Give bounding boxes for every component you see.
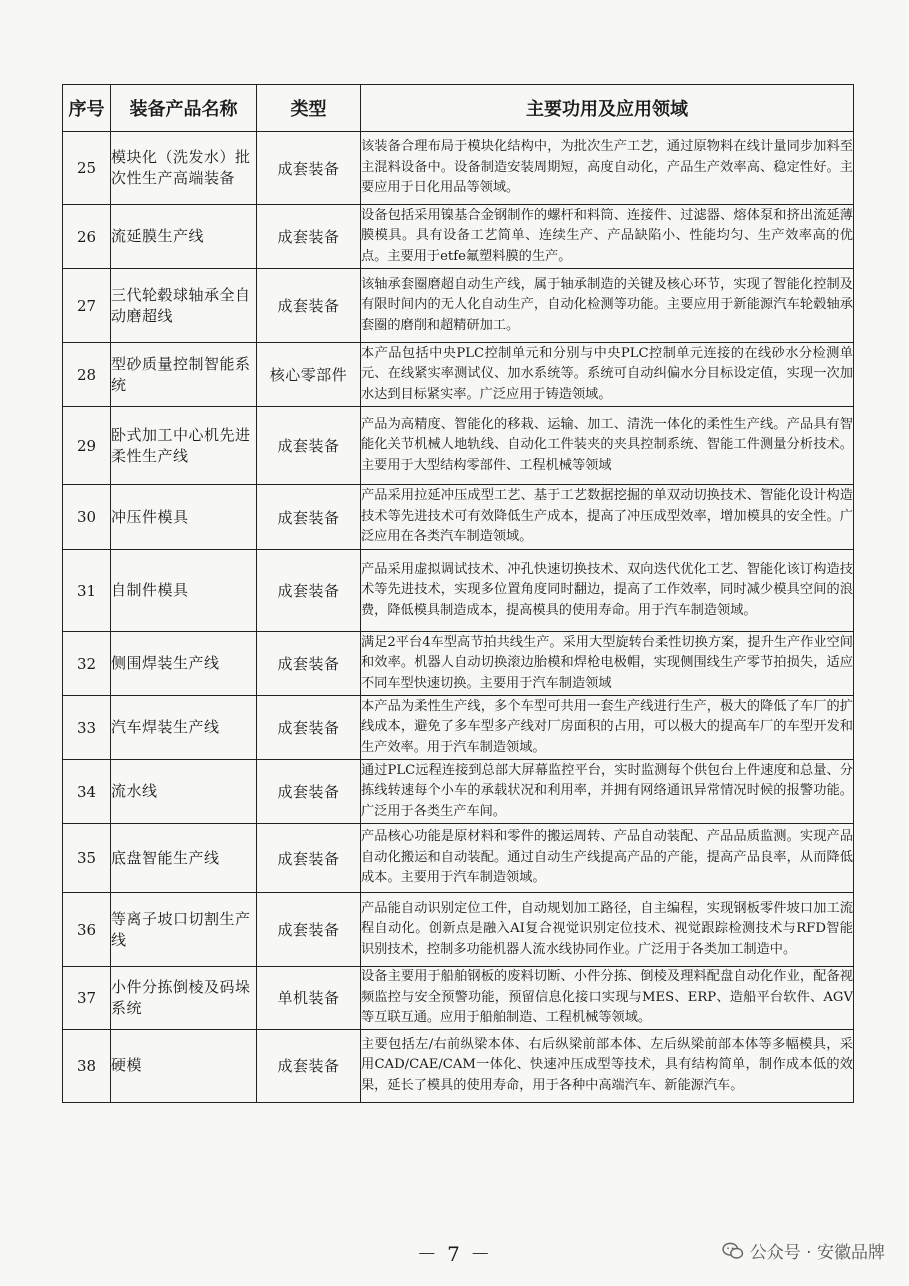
wechat-icon — [722, 1242, 744, 1260]
row-type: 核心零部件 — [257, 343, 361, 407]
row-description: 设备包括采用镍基合金钢制作的螺杆和料筒、连接件、过滤器、熔体泵和挤出流延薄膜模具。具有设备工艺简单、连续生产、产品缺陷小、性能均匀、生产效率高的优点。主要用于etfe氟塑料膜的生产。 — [361, 205, 854, 269]
header-type: 类型 — [257, 85, 361, 132]
table-row — [63, 632, 854, 696]
row-description: 主要包括左/右前纵梁本体、右后纵梁前部本体、左后纵梁前部本体等多幅模具，采用CAD/CAE/CAM一体化、快速冲压成型等技术，具有结构简单，制作成本低的效果，延长了模具的使用寿命，用于各种中高端汽车、新能源汽车。 — [361, 1029, 854, 1102]
row-product-name: 三代轮毂球轴承全自动磨超线 — [111, 269, 257, 343]
header-name: 装备产品名称 — [111, 85, 257, 132]
row-type: 成套装备 — [257, 269, 361, 343]
row-description: 满足2平台4车型高节拍共线生产。采用大型旋转台柔性切换方案，提升生产作业空间和效率。机器人自动切换滚边胎模和焊枪电极帽，实现侧围线生产零节拍损失，适应不同车型快速切换。主要用于汽车制造领域 — [361, 632, 854, 696]
row-description: 产品核心功能是原材料和零件的搬运周转、产品自动装配、产品品质监测。实现产品自动化搬运和自动装配。通过自动生产线提高产品的产能，提高产品良率，从而降低成本。主要用于汽车制造领域。 — [361, 824, 854, 893]
row-product-name: 流延膜生产线 — [111, 205, 257, 269]
row-description: 该装备合理布局于模块化结构中，为批次生产工艺，通过原物料在线计量同步加料至主混料设备中。设备制造安装周期短，高度自动化，产品生产效率高、稳定性好。主要应用于日化用品等领域。 — [361, 132, 854, 205]
table-row — [63, 893, 854, 967]
row-type: 成套装备 — [257, 824, 361, 893]
row-description: 通过PLC远程连接到总部大屏幕监控平台，实时监测每个供包台上件速度和总量、分拣线转速每个小车的承载状况和利用率，并拥有网络通讯异常情况时候的报警功能。广泛用于各类生产车间。 — [361, 760, 854, 824]
row-number: 29 — [63, 407, 111, 485]
row-product-name: 冲压件模具 — [111, 485, 257, 550]
table-row — [63, 760, 854, 824]
row-description: 产品为高精度、智能化的移栽、运输、加工、清洗一体化的柔性生产线。产品具有智能化关节机械人地轨线、自动化工件装夹的夹具控制系统、智能工件测量分析技术。主要用于大型结构零部件、工程机械等领域 — [361, 407, 854, 485]
row-product-name: 小件分拣倒棱及码垛系统 — [111, 967, 257, 1030]
row-number: 38 — [63, 1029, 111, 1102]
table-row — [63, 343, 854, 407]
row-number: 35 — [63, 824, 111, 893]
row-type: 成套装备 — [257, 132, 361, 205]
table-row — [63, 485, 854, 550]
row-number: 34 — [63, 760, 111, 824]
row-description: 产品采用拉延冲压成型工艺、基于工艺数据挖掘的单双动切换技术、智能化设计构造技术等先进技术可有效降低生产成本，提高了冲压成型效率，增加模具的安全性。广泛应用在各类汽车制造领域。 — [361, 485, 854, 550]
table-row — [63, 269, 854, 343]
table-row — [63, 550, 854, 632]
header-no: 序号 — [63, 85, 111, 132]
row-product-name: 流水线 — [111, 760, 257, 824]
table-row — [63, 967, 854, 1030]
row-type: 成套装备 — [257, 632, 361, 696]
row-description: 设备主要用于船舶钢板的废料切断、小件分拣、倒棱及理料配盘自动化作业，配备视频监控与安全预警功能，预留信息化接口实现与MES、ERP、造船平台软件、AGV等互联互通。应用于船舶制造、工程机械等领域。 — [361, 967, 854, 1030]
row-product-name: 底盘智能生产线 — [111, 824, 257, 893]
row-description: 本产品为柔性生产线，多个车型可共用一套生产线进行生产，极大的降低了车厂的扩线成本，避免了多车型多产线对厂房面积的占用，可以极大的提高车厂的车型开发和生产效率。用于汽车制造领域。 — [361, 696, 854, 760]
row-description: 产品能自动识别定位工件，自动规划加工路径，自主编程，实现钢板零件坡口加工流程自动化。创新点是融入AI复合视觉识别定位技术、视觉跟踪检测技术与RFD智能识别技术，控制多功能机器人流水线协同作业。广泛用于各类加工制造中。 — [361, 893, 854, 967]
row-description: 本产品包括中央PLC控制单元和分别与中央PLC控制单元连接的在线砂水分检测单元、在线紧实率测试仪、加水系统等。系统可自动纠偏水分目标设定值，实现一次加水达到目标紧实率。广泛应用于铸造领域。 — [361, 343, 854, 407]
row-product-name: 卧式加工中心机先进柔性生产线 — [111, 407, 257, 485]
page-number: － 7 － — [416, 1242, 493, 1266]
row-number: 25 — [63, 132, 111, 205]
row-product-name: 等离子坡口切割生产线 — [111, 893, 257, 967]
row-number: 30 — [63, 485, 111, 550]
row-type: 成套装备 — [257, 205, 361, 269]
watermark-text: 公众号 · 安徽品牌 — [749, 1243, 885, 1263]
header-desc: 主要功用及应用领域 — [361, 85, 854, 132]
row-type: 成套装备 — [257, 550, 361, 632]
row-type: 成套装备 — [257, 407, 361, 485]
row-type: 成套装备 — [257, 893, 361, 967]
row-product-name: 侧围焊装生产线 — [111, 632, 257, 696]
row-description: 该轴承套圈磨超自动生产线，属于轴承制造的关键及核心环节，实现了智能化控制及有限时间内的无人化自动生产，自动化检测等功能。主要应用于新能源汽车轮毂轴承套圈的磨削和超精研加工。 — [361, 269, 854, 343]
row-type: 成套装备 — [257, 696, 361, 760]
row-number: 27 — [63, 269, 111, 343]
row-type: 成套装备 — [257, 485, 361, 550]
row-product-name: 硬模 — [111, 1029, 257, 1102]
row-type: 成套装备 — [257, 1029, 361, 1102]
row-number: 32 — [63, 632, 111, 696]
row-product-name: 汽车焊装生产线 — [111, 696, 257, 760]
equipment-table — [62, 84, 854, 1103]
row-type: 成套装备 — [257, 760, 361, 824]
row-number: 36 — [63, 893, 111, 967]
row-product-name: 自制件模具 — [111, 550, 257, 632]
row-number: 26 — [63, 205, 111, 269]
row-number: 37 — [63, 967, 111, 1030]
row-number: 33 — [63, 696, 111, 760]
row-product-name: 型砂质量控制智能系统 — [111, 343, 257, 407]
table-row — [63, 205, 854, 269]
watermark — [722, 1238, 885, 1263]
row-description: 产品采用虚拟调试技术、冲孔快速切换技术、双向迭代优化工艺、智能化该订构造技术等先进技术，实现多位置角度同时翻边，提高了工作效率，同时减少模具空间的浪费，降低模具制造成本，提高模具的使用寿命。用于汽车制造领域。 — [361, 550, 854, 632]
table-header-row — [63, 85, 854, 132]
table-row — [63, 132, 854, 205]
row-number: 31 — [63, 550, 111, 632]
row-product-name: 模块化（洗发水）批次性生产高端装备 — [111, 132, 257, 205]
table-row — [63, 696, 854, 760]
row-number: 28 — [63, 343, 111, 407]
table-row — [63, 407, 854, 485]
table-row — [63, 1029, 854, 1102]
table-row — [63, 824, 854, 893]
row-type: 单机装备 — [257, 967, 361, 1030]
